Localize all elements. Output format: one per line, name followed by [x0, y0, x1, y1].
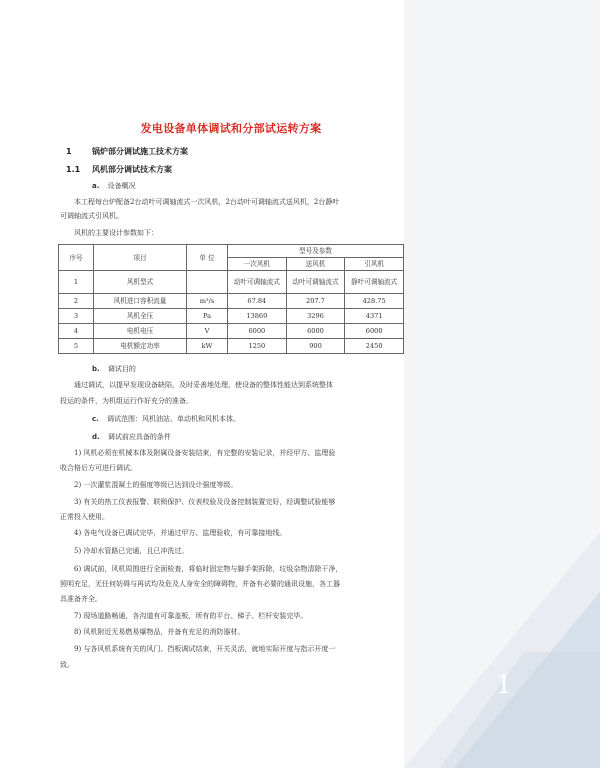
d1-line-2: 收合格后方可进行调试。	[60, 464, 137, 472]
section-a-heading	[92, 181, 136, 191]
cell-no: 3	[59, 309, 94, 324]
cell-item: 风机全压	[94, 309, 187, 324]
cell-unit: kW	[187, 339, 228, 354]
subheader-forced: 送风机	[286, 258, 345, 271]
heading-2-text: 风机部分调试技术方案	[92, 165, 172, 174]
d7-line: 7) 现场道路畅通，各沟道有可靠盖板，所有的平台、梯子、栏杆安装完毕。	[74, 612, 308, 620]
cell-no: 5	[59, 339, 94, 354]
table-row	[59, 309, 404, 324]
intro-line-3: 风机的主要设计参数如下：	[74, 229, 158, 237]
cell-item: 电机额定功率	[94, 339, 187, 354]
table-row	[59, 339, 404, 354]
cell-induced: 428.75	[345, 294, 404, 309]
subheader-induced: 引风机	[345, 258, 404, 271]
cell-item: 风机进口容积流量	[94, 294, 187, 309]
section-b-title: 调试目的	[107, 365, 136, 373]
cell-induced: 2450	[345, 339, 404, 354]
cell-primary: 动叶可调轴流式	[228, 271, 287, 294]
header-no: 序号	[59, 245, 94, 271]
cell-forced: 动叶可调轴流式	[286, 271, 345, 294]
cell-primary: 67.84	[228, 294, 287, 309]
b-line-2: 投运的条件，为机组运行作好充分的准备。	[60, 397, 193, 405]
d2-line: 2) 一次灌浆混凝土的强度等级已达到设计强度等级。	[74, 481, 238, 489]
d8-line: 8) 风机附近无易燃易爆物品，并备有充足的消防器材。	[74, 628, 245, 636]
cell-primary: 1250	[228, 339, 287, 354]
table-row	[59, 324, 404, 339]
cell-primary: 13869	[228, 309, 287, 324]
cell-no: 2	[59, 294, 94, 309]
heading-2	[66, 164, 172, 175]
d6-line-2: 照明充足，无任何妨碍与再试均及危及人身安全的障碍物，并备有必要的通讯设施，各工器	[60, 580, 340, 588]
decorative-triangles	[404, 532, 600, 768]
section-c	[92, 414, 240, 424]
heading-1-text: 锅炉部分调试施工技术方案	[92, 147, 188, 156]
heading-1-number: 1	[66, 147, 72, 156]
section-d-title: 调试前应具备的条件	[107, 433, 171, 441]
header-item: 项目	[94, 245, 187, 271]
header-unit: 单 位	[187, 245, 228, 271]
table-header-row	[59, 245, 404, 258]
table-row	[59, 294, 404, 309]
d6-line-1: 6) 调试前，风机周围进行全面检查，将临时固定物与脚手架拆除，垃圾杂物清除干净，	[74, 565, 343, 573]
section-c-text: 调试范围：风机油站、单动机和风机本体。	[107, 415, 241, 423]
section-b-label: b.	[92, 365, 100, 373]
cell-forced: 6000	[286, 324, 345, 339]
cell-primary: 6000	[228, 324, 287, 339]
d3-line-2: 正常投入使用。	[60, 513, 109, 521]
heading-2-number: 1.1	[66, 165, 81, 174]
d3-line-1: 3) 有关的热工仪表报警、联锁保护、仪表校验及设备控制装置完好，经调整试验能够	[74, 498, 336, 506]
table-row	[59, 271, 404, 294]
cell-forced: 3296	[286, 309, 345, 324]
cell-no: 4	[59, 324, 94, 339]
cell-forced: 900	[286, 339, 345, 354]
cell-unit	[187, 271, 228, 294]
intro-line-1: 本工程每台炉配备2台动叶可调轴流式一次风机，2台动叶可调轴流式送风机，2台静叶	[74, 198, 340, 206]
page-number: 1	[495, 670, 513, 700]
document-title: 发电设备单体调试和分部试运转方案	[140, 122, 322, 135]
subheader-primary: 一次风机	[228, 258, 287, 271]
d5-line: 5) 冷却水管路已完通，且已冲洗过。	[74, 547, 189, 555]
section-a-title: 设备概况	[107, 182, 136, 190]
cell-unit: m³/s	[187, 294, 228, 309]
section-d-heading	[92, 432, 171, 442]
cell-forced: 207.7	[286, 294, 345, 309]
cell-unit: V	[187, 324, 228, 339]
d1-line-1: 1) 风机必须在机械本体及附属设备安装结束，有完整的安装记录，并经甲方、监理验	[74, 449, 336, 457]
d9-line-1: 9) 与各风机系统有关的风门、挡板调试结束，开关灵活，就地实际开度与指示开度一	[74, 645, 336, 653]
cell-induced: 4371	[345, 309, 404, 324]
section-c-label: c.	[92, 415, 99, 423]
intro-line-2: 可调轴流式引风机。	[60, 212, 123, 220]
cell-item: 电机电压	[94, 324, 187, 339]
section-b-heading	[92, 364, 136, 374]
d6-line-3: 具准备齐全。	[60, 595, 102, 603]
b-line-1: 通过调试，以提早发现设备缺陷，及时妥善地处理，使设备的整体性能达到系统整体	[74, 381, 333, 389]
d4-line: 4) 各电气设备已调试完毕，并通过甲方、监理验收，有可靠接地线。	[74, 529, 287, 537]
cell-unit: Pa	[187, 309, 228, 324]
header-group: 型号及参数	[228, 245, 404, 258]
cell-induced: 6000	[345, 324, 404, 339]
section-a-label: a.	[92, 182, 100, 190]
cell-item: 风机型式	[94, 271, 187, 294]
cell-induced: 静叶可调轴流式	[345, 271, 404, 294]
fan-parameters-table	[58, 244, 404, 354]
section-d-label: d.	[92, 433, 100, 441]
d9-line-2: 致。	[60, 661, 74, 669]
heading-1	[66, 146, 188, 157]
cell-no: 1	[59, 271, 94, 294]
